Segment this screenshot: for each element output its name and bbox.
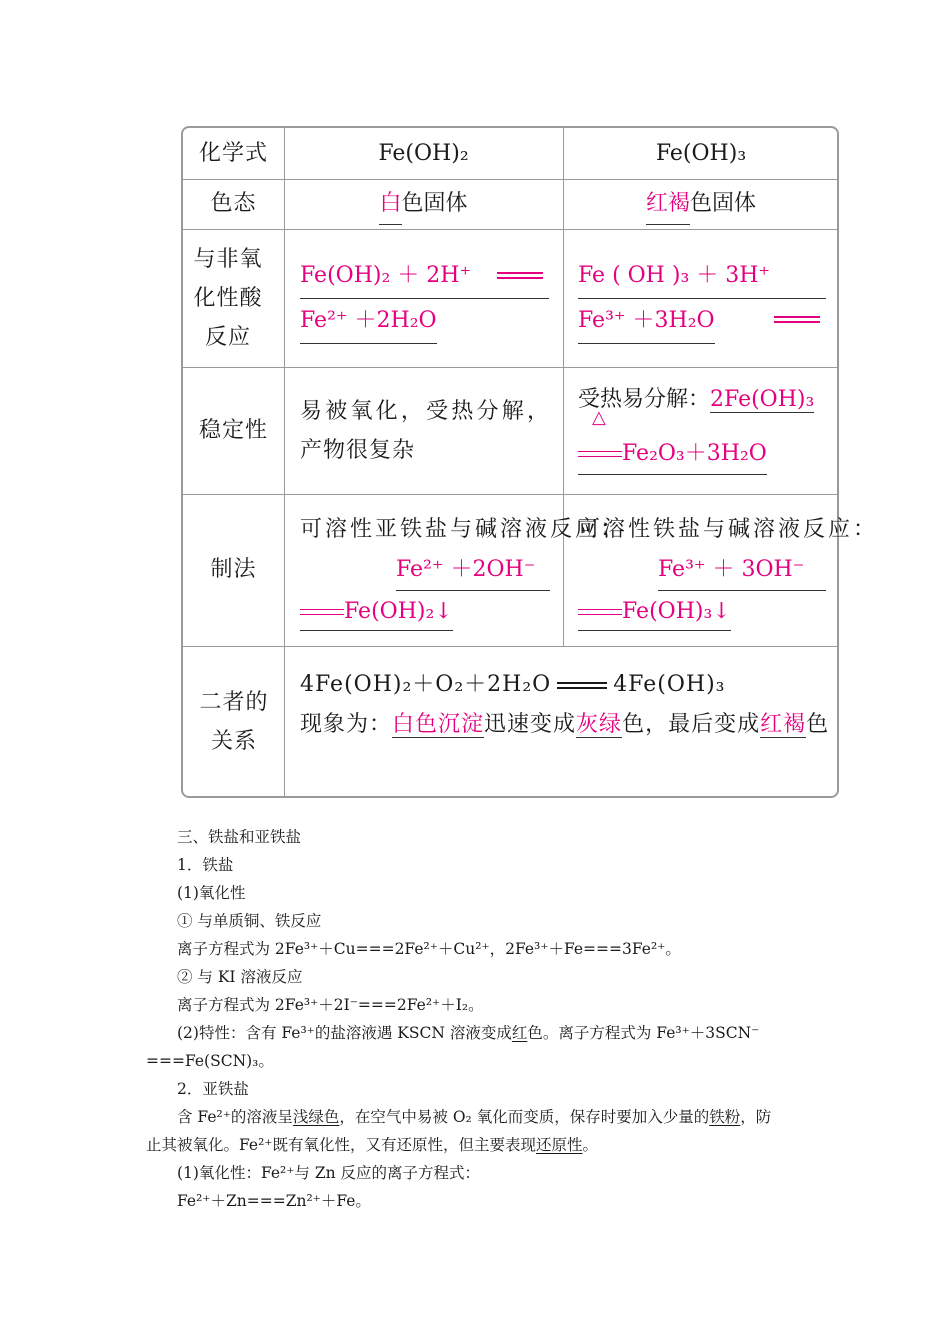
item2-para-line2 (146, 1131, 816, 1159)
item1-sub2-eq: ===Fe(SCN)₃。 (146, 1052, 274, 1070)
header-feoh3: Fe(OH)₃ (655, 140, 747, 166)
item2-p4: 止其被氧化。Fe²⁺既有氧化性，又有还原性，但主要表现 (146, 1136, 536, 1154)
feoh2-prep-reactants: Fe²⁺ ＋2OH⁻ (396, 550, 550, 591)
item1-sub1: (1)氧化性 (177, 884, 246, 902)
feoh3-prep-reactants: Fe³⁺ ＋ 3OH⁻ (658, 550, 826, 591)
item2-eq: Fe²⁺＋Zn===Zn²⁺＋Fe。 (177, 1192, 371, 1210)
phenomenon-color3: 红褐 (760, 712, 807, 737)
heat-condition: △ (592, 407, 606, 428)
phenomenon-color2: 灰绿 (576, 712, 623, 737)
relation-eq-right: 4Fe(OH)₃ (613, 672, 726, 697)
item2-para-line1 (146, 1103, 816, 1131)
relation-label: 二者的关系 (199, 690, 269, 754)
feoh3-decomp-products: Fe₂O₃＋3H₂O (622, 441, 767, 466)
feoh2-prep-eq2 (300, 594, 453, 631)
body-text (146, 823, 816, 1215)
feoh2-acid-eq-line1 (300, 254, 549, 299)
relation-eq-left: 4Fe(OH)₂＋O₂＋2H₂O (300, 672, 552, 697)
item1-eq2: 离子方程式为 2Fe³⁺＋2I⁻===2Fe²⁺＋I₂。 (177, 996, 484, 1014)
feoh3-prep-eq1 (658, 550, 826, 591)
preparation-label: 制法 (210, 557, 257, 582)
phenomenon-prefix: 现象为： (300, 712, 393, 737)
item1-sub1-a: ① 与单质铜、铁反应 (177, 912, 322, 930)
item1-eq1: 离子方程式为 2Fe³⁺＋Cu===2Fe²⁺＋Cu²⁺，2Fe³⁺＋Fe===3Fe²⁺。 (177, 940, 681, 958)
feoh3-state: 色固体 (690, 191, 757, 216)
feoh3-decomp-eq (578, 434, 767, 475)
equals-sign (774, 316, 820, 323)
feoh2-acid-products: Fe²⁺ ＋2H₂O (300, 299, 437, 344)
phenomenon-mid2: 色，最后变成 (622, 712, 761, 737)
feoh3-prep-product: Fe(OH)₃↓ (622, 599, 731, 624)
feoh2-acid-reactants: Fe(OH)₂ ＋ 2H⁺ (300, 263, 472, 288)
phenomenon-mid1: 迅速变成 (484, 712, 577, 737)
feoh3-decomp-products-line (578, 407, 828, 475)
stability-label: 稳定性 (198, 417, 268, 443)
equals-sign (578, 451, 622, 457)
item1-sub2-mark: 红 (511, 1024, 528, 1042)
item2-sub1: (1)氧化性：Fe²⁺与 Zn 反应的离子方程式： (177, 1164, 481, 1182)
feoh2-state: 色固体 (401, 191, 468, 216)
feoh3-acid-eq-line1 (578, 254, 826, 299)
row-divider (183, 229, 837, 230)
equals-sign (557, 682, 607, 689)
feoh3-acid-reaction (578, 254, 826, 344)
row-divider (183, 646, 837, 647)
feoh3-stability (578, 380, 828, 475)
item2-p2: ，在空气中易被 O₂ 氧化而变质，保存时要加入少量的 (339, 1108, 710, 1126)
feoh3-prep-desc: 可溶性铁盐与碱溶液反应： (578, 517, 879, 542)
item2-m2: 铁粉 (709, 1108, 741, 1126)
item1-sub2-prefix: (2)特性：含有 Fe³⁺的盐溶液遇 KSCN 溶液变成 (177, 1024, 512, 1042)
item1-sub1-b: ② 与 KI 溶液反应 (177, 968, 303, 986)
feoh3-prep-eq2 (578, 594, 731, 631)
item2-p1: 含 Fe²⁺的溶液呈 (177, 1108, 293, 1126)
item1-sub2 (146, 1019, 816, 1047)
acid-reaction-label: 与非氧化性酸反应 (193, 246, 263, 350)
feoh2-prep-eq1 (396, 550, 550, 591)
feoh3-decomp-reactant: 2Fe(OH)₃ (710, 387, 815, 412)
feoh3-color: 红褐 (646, 184, 690, 225)
item2-m3: 还原性 (535, 1136, 583, 1154)
header-feoh2: Fe(OH)₂ (378, 140, 469, 166)
feoh3-acid-products: Fe³⁺ ＋3H₂O (578, 299, 715, 344)
phenomenon-color1: 白色沉淀 (392, 712, 485, 737)
item2-title: 2．亚铁盐 (177, 1080, 249, 1098)
feoh3-color-state (563, 179, 839, 229)
header-label: 化学式 (198, 140, 268, 166)
feoh2-stability: 易被氧化，受热分解，产物很复杂 (300, 399, 550, 463)
color-state-label: 色态 (210, 191, 257, 216)
feoh2-prep-product: Fe(OH)₂↓ (344, 599, 453, 624)
relation-phenomenon (300, 705, 830, 745)
phenomenon-suffix: 色 (806, 712, 830, 737)
item1-title: 1．铁盐 (177, 856, 234, 874)
relation-content (300, 665, 830, 745)
comparison-table (181, 126, 879, 798)
feoh3-acid-reactants: Fe ( OH )₃ ＋ 3H⁺ (578, 263, 771, 288)
feoh2-color-state (284, 179, 563, 229)
item2-p3: ，防 (740, 1108, 772, 1126)
feoh2-prep-text (300, 510, 626, 550)
relation-equation (300, 665, 830, 705)
item1-sub2-suffix: 色。离子方程式为 Fe³⁺＋3SCN⁻ (527, 1024, 760, 1042)
item2-m1: 浅绿色 (292, 1108, 340, 1126)
equals-sign (497, 272, 543, 279)
item2-p5: 。 (582, 1136, 599, 1154)
equals-sign (578, 609, 622, 615)
feoh2-color: 白 (379, 184, 401, 225)
feoh3-preparation (578, 510, 879, 550)
feoh3-prep-text (578, 510, 879, 550)
equals-sign (300, 609, 344, 615)
feoh2-acid-reaction (300, 254, 549, 344)
stability-prefix: 受热易分解： (578, 387, 711, 412)
feoh2-prep-desc: 可溶性亚铁盐与碱溶液反应： (300, 517, 626, 542)
section-title: 三、铁盐和亚铁盐 (177, 828, 302, 846)
